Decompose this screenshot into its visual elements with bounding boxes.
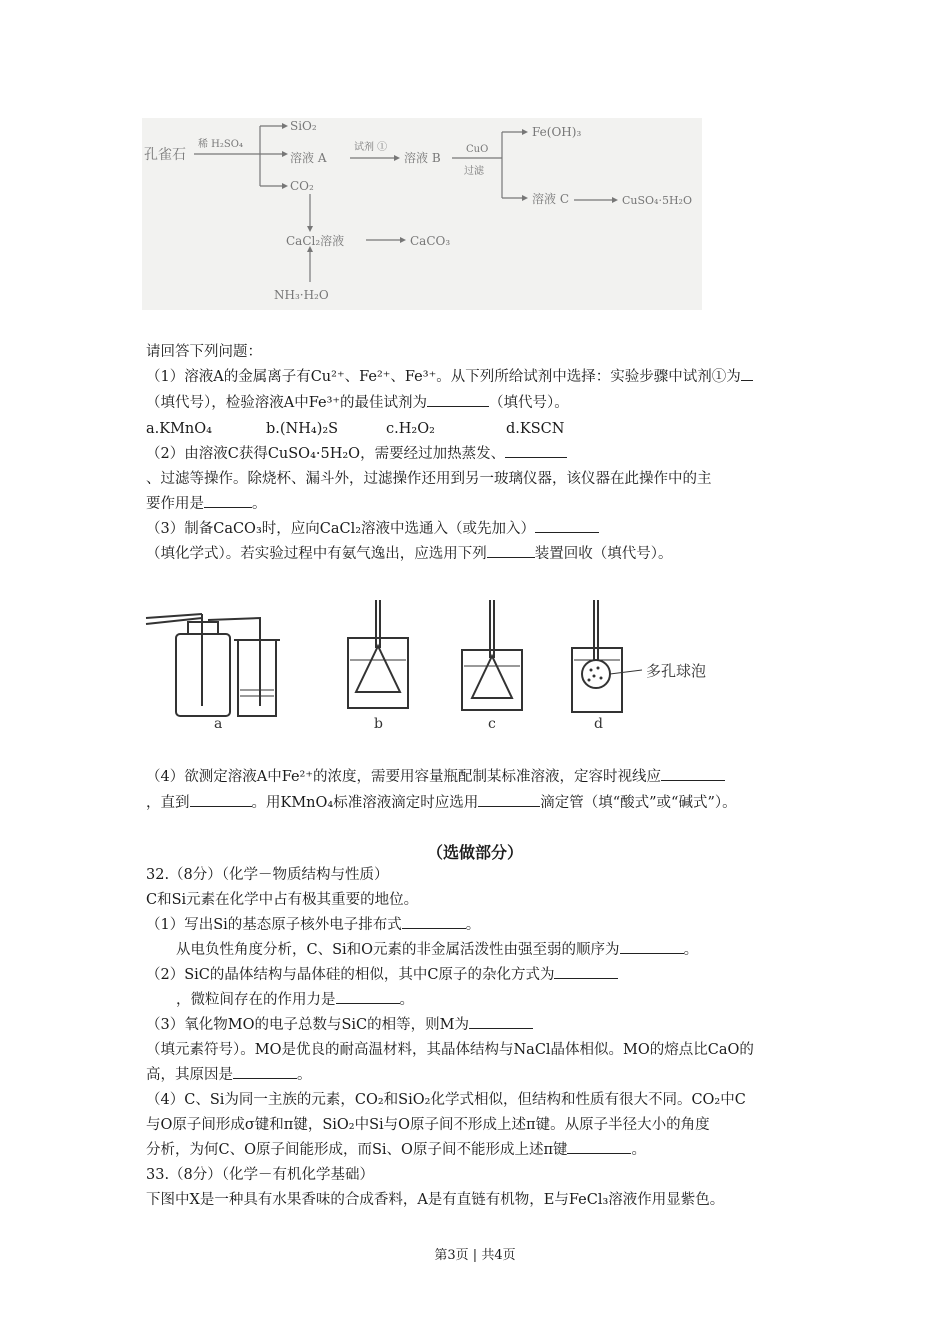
answer-blank[interactable] <box>402 914 466 929</box>
option-d: d.KSCN <box>506 421 565 437</box>
answer-blank[interactable] <box>741 366 753 381</box>
flow-feoh3: Fe(OH)₃ <box>532 125 582 139</box>
flow-cuso4: CuSO₄·5H₂O <box>622 194 692 207</box>
q32-p2-line1: （2）SiC的晶体结构与晶体硅的相似，其中C原子的杂化方式为 <box>146 964 618 986</box>
flow-start: 孔雀石 <box>144 147 186 163</box>
q32-p3-line3: 高，其原因是 。 <box>146 1064 312 1086</box>
q32-p4-line1: （4）C、Si为同一主族的元素，CO₂和SiO₂化学式相似，但结构和性质有很大不同。CO₂中C <box>146 1092 746 1108</box>
q31-p1-line1: （1）溶液A的金属离子有Cu²⁺、Fe²⁺、Fe³⁺。从下列所给试剂中选择：实验步骤中试剂①为 <box>146 366 753 388</box>
answer-blank[interactable] <box>233 1064 297 1079</box>
q31-p1-line2: （填代号），检验溶液A中Fe³⁺的最佳试剂为 （填代号）。 <box>146 392 569 414</box>
label-b: b <box>374 716 383 732</box>
q32-p4-line2: 与O原子间形成σ键和π键，SiO₂中Si与O原子间不形成上述π键。从原子半径大小的角度 <box>146 1117 710 1133</box>
flow-cacl2: CaCl₂溶液 <box>286 234 345 248</box>
flow-sio2: SiO₂ <box>290 119 317 133</box>
q33-title: 33.（8分）（化学－有机化学基础） <box>146 1167 375 1183</box>
q32-p2-line2: ，微粒间存在的作用力是 。 <box>176 989 414 1011</box>
answer-blank[interactable] <box>554 964 618 979</box>
flowchart <box>142 118 702 310</box>
flow-solution-c: 溶液 C <box>532 192 569 206</box>
section-title: （选做部分） <box>426 843 523 862</box>
flow-co2: CO₂ <box>290 179 314 193</box>
q32-p4-line3: 分析，为何C、O原子间能形成，而Si、O原子间不能形成上述π键 。 <box>146 1139 646 1161</box>
q31-options <box>146 418 564 440</box>
apparatus-figure <box>142 596 742 732</box>
q31-p3-line1: （3）制备CaCO₃时，应向CaCl₂溶液中选通入（或先加入） <box>146 518 599 540</box>
answer-blank[interactable] <box>505 443 567 458</box>
q31-p2-line3: 要作用是 。 <box>146 493 267 515</box>
answer-blank[interactable] <box>567 1139 631 1154</box>
q32-title: 32.（8分）（化学－物质结构与性质） <box>146 867 389 883</box>
answer-blank[interactable] <box>661 766 725 781</box>
answer-blank[interactable] <box>190 792 252 807</box>
q31-p4-line1: （4）欲测定溶液A中Fe²⁺的浓度，需要用容量瓶配制某标准溶液，定容时视线应 <box>146 766 725 788</box>
flow-solution-b: 溶液 B <box>404 151 441 165</box>
option-a: a.KMnO₄ <box>146 421 212 437</box>
q31-p2-line2: 、过滤等操作。除烧杯、漏斗外，过滤操作还用到另一玻璃仪器，该仪器在此操作中的主 <box>146 471 712 487</box>
answer-blank[interactable] <box>478 792 540 807</box>
q32-p3-line2: （填元素符号）。MO是优良的耐高温材料，其晶体结构与NaCl晶体相似。MO的熔点比CaO的 <box>146 1042 754 1058</box>
porous-bulb-label: 多孔球泡 <box>646 662 707 680</box>
q31-p3-line2: （填化学式）。若实验过程中有氨气逸出，应选用下列 装置回收（填代号）。 <box>146 543 673 565</box>
q32-p1-line1: （1）写出Si的基态原子核外电子排布式 。 <box>146 914 480 936</box>
answer-blank[interactable] <box>427 392 489 407</box>
answer-blank[interactable] <box>487 543 535 558</box>
flow-nh3: NH₃·H₂O <box>274 288 329 302</box>
q31-intro: 请回答下列问题： <box>146 344 262 360</box>
label-d: d <box>594 716 603 732</box>
flow-reagent: 试剂 ① <box>354 142 388 153</box>
flow-caco3: CaCO₃ <box>410 234 451 248</box>
answer-blank[interactable] <box>469 1014 533 1029</box>
option-b: b.(NH₄)₂S <box>266 421 339 437</box>
flow-acid: 稀 H₂SO₄ <box>198 139 243 150</box>
q32-p1-line2: 从电负性角度分析，C、Si和O元素的非金属活泼性由强至弱的顺序为 。 <box>176 939 698 961</box>
label-a: a <box>214 716 223 732</box>
flow-cuo: CuO <box>466 144 489 155</box>
label-c: c <box>488 716 496 732</box>
flow-filter: 过滤 <box>464 166 484 177</box>
answer-blank[interactable] <box>620 939 684 954</box>
q31-p4-line2: ，直到 。用KMnO₄标准溶液滴定时应选用 滴定管（填“酸式”或“碱式”）。 <box>146 792 737 814</box>
q32-p3-line1: （3）氧化物MO的电子总数与SiC的相等，则M为 <box>146 1014 533 1036</box>
option-c: c.H₂O₂ <box>386 421 435 437</box>
page-footer: 第3页 | 共4页 <box>434 1248 516 1263</box>
q33-intro: 下图中X是一种具有水果香味的合成香料，A是有直链有机物，E与FeCl₃溶液作用显紫色。 <box>146 1192 725 1208</box>
answer-blank[interactable] <box>535 518 599 533</box>
q32-intro: C和Si元素在化学中占有极其重要的地位。 <box>146 892 419 908</box>
answer-blank[interactable] <box>336 989 400 1004</box>
flow-solution-a: 溶液 A <box>290 151 327 165</box>
q31-p2-line1: （2）由溶液C获得CuSO₄·5H₂O，需要经过加热蒸发、 <box>146 443 567 465</box>
answer-blank[interactable] <box>204 493 252 508</box>
